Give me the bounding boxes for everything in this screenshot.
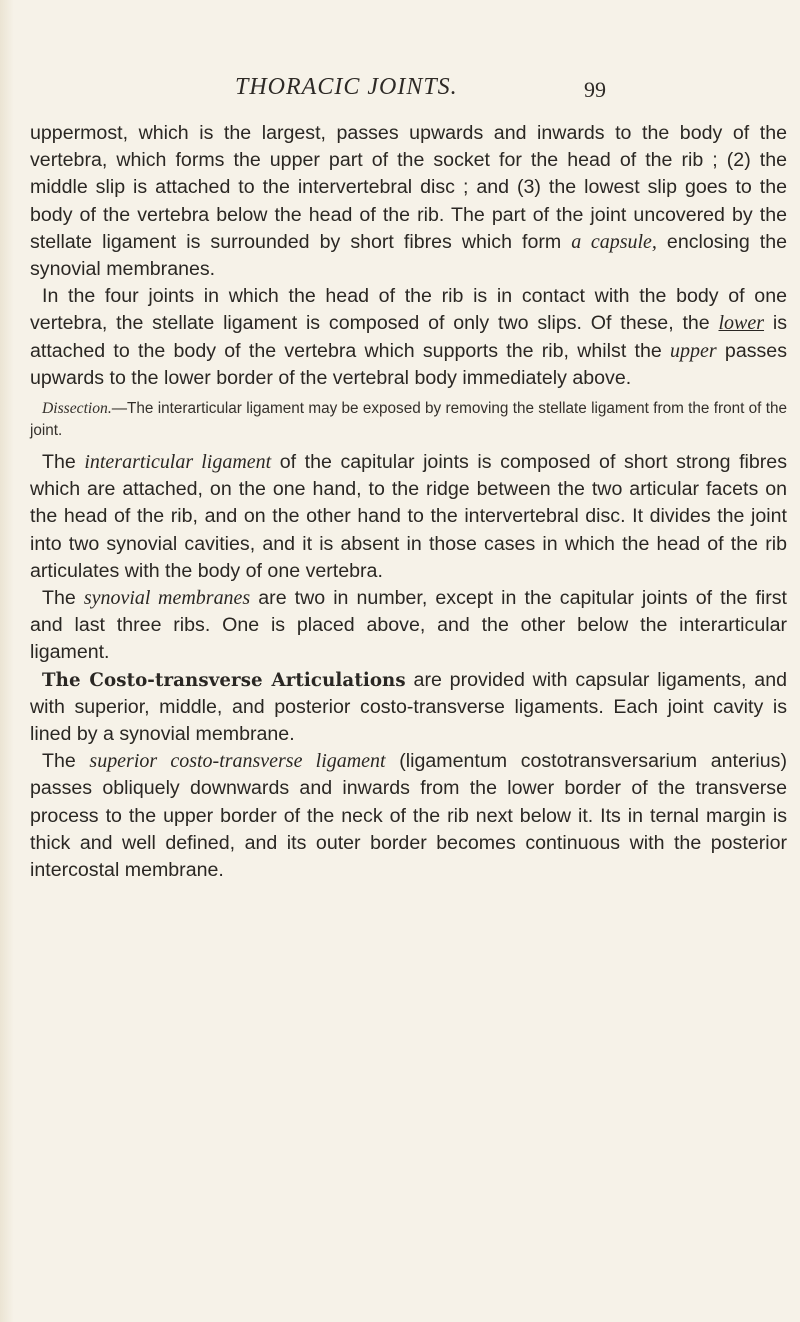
- paragraph-stellate-continued: [30, 120, 787, 283]
- dissection-label: Dissection.: [42, 400, 112, 418]
- paragraph-text: In the four joints in which the head of the rib is in contact with the body of one vertebra, the stellate ligament is composed of only two slips. Of these, the: [30, 285, 787, 335]
- paragraph-text: (ligamentum costotransversarium anterius) passes obliquely downwards and inwards from the lower border of the transverse process to the upper border of the neck of the rib next below it. Its in ternal margin is thick and well defined, and its outer border becomes continuous with the posterior intercostal membrane.: [30, 750, 787, 882]
- paragraph-text: The: [42, 587, 84, 610]
- term-interarticular-ligament: interarticular ligament: [84, 451, 272, 474]
- dissection-note: [30, 398, 787, 441]
- term-synovial-membranes: synovial membranes: [83, 587, 251, 610]
- paragraph-text: are provided with capsular ligaments, and with superior, middle, and posterior costo-transverse ligaments. Each joint cavity is lined by a synovial membrane.: [30, 668, 787, 746]
- paragraph-text: The: [42, 750, 90, 773]
- running-header: [0, 74, 800, 104]
- body-text: [30, 120, 787, 884]
- paragraph-interarticular: [30, 449, 787, 585]
- page-number: 99: [584, 77, 606, 102]
- paragraph-text: are two in number, except in the capitular joints of the first and last three ribs. One is placed above, and the other below the interarticular ligament.: [30, 587, 788, 664]
- page-edge-shadow: [0, 0, 14, 1322]
- section-heading: The Costo-transverse Articulations: [42, 669, 406, 691]
- paragraph-text: of the capitular joints is composed of short strong fibres which are attached, on the one hand, to the ridge between the two articular facets on the head of the rib, and on the other hand to the intervertebral disc. It divides the joint into two synovial cavities, and it is absent in those cases in which the head of the rib articulates with the body of one vertebra.: [30, 451, 787, 582]
- paragraph-text: uppermost, which is the largest, passes upwards and inwards to the body of the vertebra, which forms the upper part of the socket for the head of the rib ; (2) the middle slip is attached to the intervertebral disc ; and (3) the lowest slip goes to the body of the vertebra below the head of the rib. The part of the joint uncovered by the stellate ligament is surrounded by short fibres which form: [30, 122, 787, 253]
- paragraph-text: The: [42, 451, 85, 474]
- paragraph-text: enclosing the synovial membranes.: [30, 230, 787, 281]
- paragraph-synovial: [30, 585, 787, 667]
- dissection-text: —The interarticular ligament may be exposed by removing the stellate ligament from the front of the joint.: [30, 400, 787, 439]
- term-capsule: a capsule,: [571, 230, 657, 253]
- term-lower: lower: [718, 312, 765, 335]
- paragraph-text: is attached to the body of the vertebra which supports the rib, whilst the: [30, 312, 787, 362]
- paragraph-superior-ligament: [30, 748, 787, 884]
- term-upper: upper: [670, 339, 717, 362]
- paragraph-text: passes upwards to the lower border of the vertebral body immediately above.: [30, 339, 787, 389]
- term-superior-costo-transverse: superior costo-transverse ligament: [89, 750, 386, 773]
- paragraph-four-joints: [30, 283, 787, 392]
- paragraph-costo-transverse: [30, 667, 787, 749]
- page-header-title: THORACIC JOINTS.: [235, 74, 458, 100]
